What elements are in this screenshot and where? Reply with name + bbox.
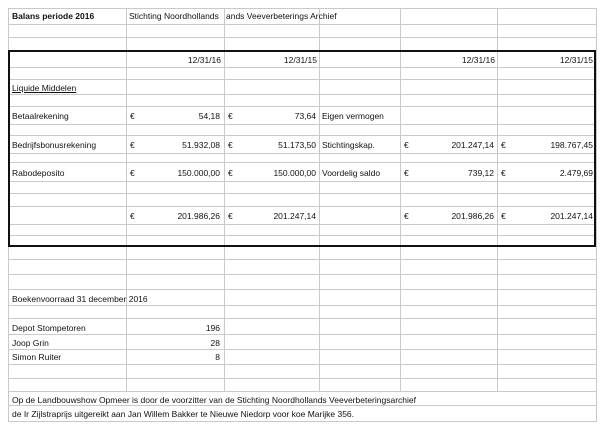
currency-symbol: €	[228, 140, 233, 150]
date-header-assets-2015: 12/31/15	[283, 55, 317, 65]
liability-label: Eigen vermogen	[322, 111, 384, 121]
total-liab-2016: 201.986,26	[451, 211, 494, 221]
sheet-title: Balans periode 2016	[12, 11, 95, 21]
asset-label: Rabodeposito	[12, 168, 65, 178]
liability-value-2015: 198.767,45	[550, 140, 593, 150]
section-label: Liquide Middelen	[12, 83, 77, 93]
date-header-liab-2016: 12/31/16	[461, 55, 495, 65]
asset-label: Betaalrekening	[12, 111, 69, 121]
asset-value-2016: 51.932,08	[182, 140, 220, 150]
stock-title: Boekenvoorraad 31 december 2016	[12, 294, 148, 304]
currency-symbol: €	[228, 168, 233, 178]
currency-symbol: €	[130, 168, 135, 178]
currency-symbol: €	[228, 111, 233, 121]
org-name-part1: Stichting Noordhollands	[129, 11, 219, 21]
currency-symbol: €	[501, 140, 506, 150]
asset-value-2015: 73,64	[294, 111, 316, 121]
currency-symbol: €	[130, 140, 135, 150]
note-line: Op de Landbouwshow Opmeer is door de voorzitter van de Stichting Noordhollands Veeverbeteringsarchief	[12, 395, 416, 405]
currency-symbol: €	[501, 211, 506, 221]
liability-value-2015: 2.479,69	[559, 168, 593, 178]
stock-item-label: Depot Stompetoren	[12, 323, 86, 333]
liability-value-2016: 201.247,14	[451, 140, 494, 150]
currency-symbol: €	[404, 140, 409, 150]
currency-symbol: €	[130, 111, 135, 121]
total-assets-2016: 201.986,26	[177, 211, 220, 221]
stock-item-label: Joop Grin	[12, 338, 49, 348]
stock-item-value: 8	[215, 352, 220, 362]
org-name-part2: ands Veeverbeterings Archief	[226, 11, 337, 21]
total-liab-2015: 201.247,14	[550, 211, 593, 221]
currency-symbol: €	[404, 211, 409, 221]
liability-label: Voordelig saldo	[322, 168, 381, 178]
currency-symbol: €	[130, 211, 135, 221]
liability-value-2016: 739,12	[468, 168, 494, 178]
asset-value-2016: 54,18	[198, 111, 220, 121]
date-header-assets-2016: 12/31/16	[187, 55, 221, 65]
asset-value-2016: 150.000,00	[177, 168, 220, 178]
asset-label: Bedrijfsbonusrekening	[12, 140, 97, 150]
asset-value-2015: 150.000,00	[273, 168, 316, 178]
stock-item-value: 196	[205, 323, 220, 333]
liability-label: Stichtingskap.	[322, 140, 375, 150]
note-line: de Ir Zijlstraprijs uitgereikt aan Jan Willem Bakker te Nieuwe Niedorp voor koe Marijke 356.	[12, 409, 355, 419]
stock-item-label: Simon Ruiter	[12, 352, 62, 362]
currency-symbol: €	[228, 211, 233, 221]
asset-value-2015: 51.173,50	[278, 140, 316, 150]
currency-symbol: €	[501, 168, 506, 178]
currency-symbol: €	[404, 168, 409, 178]
stock-item-value: 28	[210, 338, 220, 348]
date-header-liab-2015: 12/31/15	[559, 55, 593, 65]
total-assets-2015: 201.247,14	[273, 211, 316, 221]
